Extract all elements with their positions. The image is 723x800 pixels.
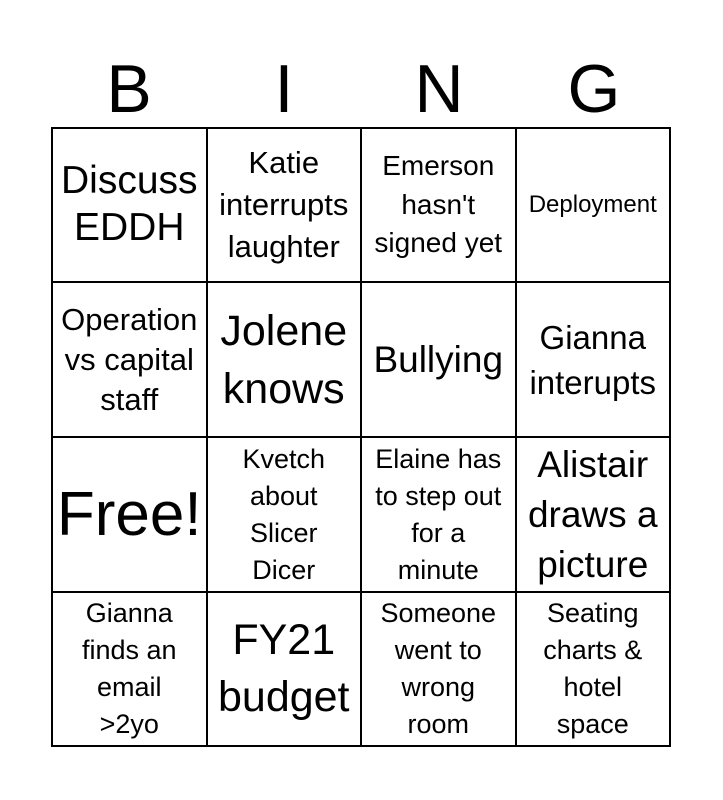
bingo-cell[interactable] xyxy=(517,129,672,283)
cell-text: Elaine has to step out for a minute xyxy=(375,443,502,585)
bingo-cell[interactable] xyxy=(208,438,363,593)
bingo-cell-free[interactable] xyxy=(53,438,208,593)
bingo-cell[interactable] xyxy=(362,129,517,283)
header-letter-g: G xyxy=(567,51,621,127)
bingo-cell[interactable] xyxy=(208,283,363,438)
cell-text: Bullying xyxy=(373,338,504,380)
cell-text: Emerson hasn't signed yet xyxy=(374,150,503,259)
cell-text: Katie interrupts laughter xyxy=(219,144,349,265)
cell-text: Seating charts & hotel space xyxy=(543,598,643,739)
cell-text: Kvetch about Slicer Dicer xyxy=(242,443,326,585)
bingo-cell[interactable] xyxy=(208,593,363,747)
header-letter-n: N xyxy=(414,51,464,127)
cell-text: Operation vs capital staff xyxy=(61,301,198,417)
bingo-cell[interactable] xyxy=(362,593,517,747)
bingo-cell[interactable] xyxy=(362,438,517,593)
cell-text: Someone went to wrong room xyxy=(380,598,497,739)
cell-text: Deployment xyxy=(528,190,657,218)
cell-text: FY21 budget xyxy=(217,616,350,721)
free-space-text: Free! xyxy=(56,479,202,549)
bingo-cell[interactable] xyxy=(517,593,672,747)
bingo-board xyxy=(51,127,671,747)
bingo-cell[interactable] xyxy=(517,438,672,593)
cell-text: Alistair draws a picture xyxy=(527,443,658,585)
header-letter-b: B xyxy=(106,51,152,127)
bingo-header xyxy=(52,50,672,128)
header-letter-i: I xyxy=(274,51,294,127)
bingo-cell[interactable] xyxy=(53,283,208,438)
cell-text: Jolene knows xyxy=(220,306,348,413)
cell-text: Gianna finds an email >2yo xyxy=(81,598,177,739)
bingo-cell[interactable] xyxy=(517,283,672,438)
bingo-cell[interactable] xyxy=(53,129,208,283)
bingo-cell[interactable] xyxy=(208,129,363,283)
bingo-cell[interactable] xyxy=(53,593,208,747)
cell-text: Discuss EDDH xyxy=(60,159,198,249)
cell-text: Gianna interupts xyxy=(529,318,657,401)
bingo-cell[interactable] xyxy=(362,283,517,438)
